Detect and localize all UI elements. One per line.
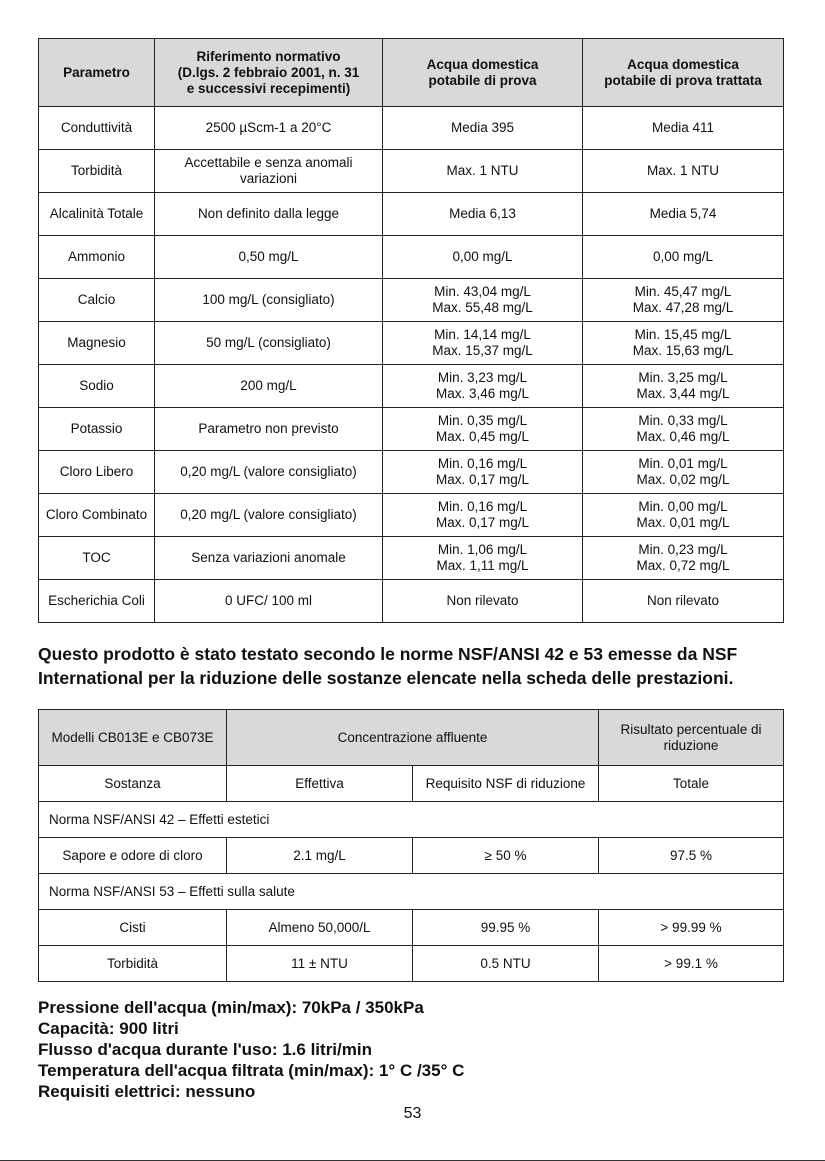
models-header: Modelli CB013E e CB073E: [39, 710, 227, 766]
cell-line: Min. 14,14 mg/L: [434, 327, 531, 342]
section-title: Norma NSF/ANSI 42 – Effetti estetici: [39, 802, 784, 838]
test-cell: [383, 193, 583, 236]
spec-line: Temperatura dell'acqua filtrata (min/max): 1° C /35° C: [38, 1061, 465, 1080]
cell-line: Max. 0,72 mg/L: [636, 558, 730, 573]
requirement-cell: 99.95 %: [413, 910, 599, 946]
cell-line: Non rilevato: [646, 593, 720, 608]
treated-cell: [583, 150, 784, 193]
parameter-cell: Magnesio: [39, 322, 155, 365]
test-cell: [383, 322, 583, 365]
table-header-row: [39, 39, 784, 107]
cell-line: Acqua domestica: [627, 56, 739, 72]
substance-cell: Cisti: [39, 910, 227, 946]
treated-cell: [583, 322, 784, 365]
table-row: [39, 279, 784, 322]
cell-line: Max. 1,11 mg/L: [436, 558, 529, 573]
cell-line: Max. 55,48 mg/L: [432, 300, 533, 315]
ref-cell: [155, 365, 383, 408]
test-cell: [383, 236, 583, 279]
cell-line: Max. 3,46 mg/L: [435, 386, 530, 401]
treated-cell: [583, 451, 784, 494]
parameter-cell: Sodio: [39, 365, 155, 408]
column-header: [155, 39, 383, 107]
cell-line: Media 411: [651, 120, 715, 135]
cell-line: Riferimento normativo: [196, 48, 341, 64]
actual-cell: 11 ± NTU: [227, 946, 413, 982]
test-cell: [383, 408, 583, 451]
cell-line: 0,20 mg/L (valore consigliato): [180, 464, 357, 479]
cell-line: Max. 15,37 mg/L: [432, 343, 533, 358]
substance-cell: Sapore e odore di cloro: [39, 838, 227, 874]
test-cell: [383, 365, 583, 408]
nsf-reduction-table: [38, 709, 784, 982]
parameter-cell: Ammonio: [39, 236, 155, 279]
cell-line: 50 mg/L (consigliato): [206, 335, 331, 350]
cell-line: Min. 0,00 mg/L: [638, 499, 728, 514]
requirement-cell: 0.5 NTU: [413, 946, 599, 982]
cell-line: potabile di prova: [428, 72, 537, 88]
cell-line: Max. 0,46 mg/L: [636, 429, 730, 444]
parameter-cell: TOC: [39, 537, 155, 580]
water-parameters-table: [38, 38, 784, 623]
cell-line: 2500 µScm-1 a 20°C: [205, 120, 332, 135]
specifications-list: [38, 997, 464, 1102]
requirement-subheader: Requisito NSF di riduzione: [413, 766, 599, 802]
cell-line: Parametro non previsto: [198, 421, 339, 436]
cell-line: Media 395: [450, 120, 515, 135]
cell-line: Max. 0,45 mg/L: [435, 429, 530, 444]
ref-cell: [155, 193, 383, 236]
section-row: [39, 874, 784, 910]
ref-cell: [155, 322, 383, 365]
total-cell: 97.5 %: [599, 838, 784, 874]
cell-line: potabile di prova trattata: [604, 72, 762, 88]
column-header: [383, 39, 583, 107]
concentration-header: Concentrazione affluente: [227, 710, 599, 766]
cell-line: Min. 0,16 mg/L: [437, 499, 528, 514]
actual-cell: 2.1 mg/L: [227, 838, 413, 874]
cell-line: Min. 15,45 mg/L: [634, 327, 732, 342]
parameter-cell: Escherichia Coli: [39, 580, 155, 623]
section-row: [39, 802, 784, 838]
table-row: [39, 451, 784, 494]
table-row: [39, 580, 784, 623]
test-cell: [383, 494, 583, 537]
cell-line: Non rilevato: [446, 593, 519, 608]
ref-cell: [155, 537, 383, 580]
total-cell: > 99.1 %: [599, 946, 784, 982]
certification-note: Questo prodotto è stato testato secondo le norme NSF/ANSI 42 e 53 emesse da NSF International per la riduzione delle sostanze elencate nella scheda delle prestazioni.: [38, 644, 738, 688]
total-subheader: Totale: [599, 766, 784, 802]
cell-line: 0,00 mg/L: [652, 249, 714, 264]
cell-line: 0,50 mg/L: [238, 249, 299, 264]
column-header: [583, 39, 784, 107]
column-header: Parametro: [39, 39, 155, 107]
test-cell: [383, 580, 583, 623]
cell-line: 0,00 mg/L: [452, 249, 513, 264]
table-row: [39, 193, 784, 236]
treated-cell: [583, 236, 784, 279]
cell-line: Max. 0,17 mg/L: [435, 515, 530, 530]
table-row: [39, 946, 784, 982]
treated-cell: [583, 494, 784, 537]
cell-line: Non definito dalla legge: [197, 206, 340, 221]
ref-cell: [155, 494, 383, 537]
cell-line: Senza variazioni anomale: [191, 550, 346, 565]
cell-line: Min. 0,33 mg/L: [638, 413, 728, 428]
table-row: [39, 322, 784, 365]
treated-cell: [583, 537, 784, 580]
result-header: Risultato percentuale di riduzione: [599, 710, 784, 766]
requirement-cell: ≥ 50 %: [413, 838, 599, 874]
parameter-cell: Cloro Combinato: [39, 494, 155, 537]
cell-line: Max. 1 NTU: [646, 163, 719, 178]
test-cell: [383, 107, 583, 150]
test-cell: [383, 279, 583, 322]
actual-subheader: Effettiva: [227, 766, 413, 802]
parameter-cell: Torbidità: [39, 150, 155, 193]
treated-cell: [583, 193, 784, 236]
cell-line: Min. 3,23 mg/L: [437, 370, 528, 385]
cell-line: 0,20 mg/L (valore consigliato): [180, 507, 357, 522]
table-row: [39, 107, 784, 150]
treated-cell: [583, 279, 784, 322]
treated-cell: [583, 408, 784, 451]
cell-line: Max. 0,02 mg/L: [636, 472, 730, 487]
cell-line: Media 6,13: [449, 206, 516, 221]
spec-line: Requisiti elettrici: nessuno: [38, 1082, 256, 1101]
actual-cell: Almeno 50,000/L: [227, 910, 413, 946]
parameter-cell: Cloro Libero: [39, 451, 155, 494]
parameter-cell: Alcalinità Totale: [39, 193, 155, 236]
table-row: [39, 236, 784, 279]
ref-cell: [155, 408, 383, 451]
cell-line: variazioni: [239, 171, 298, 186]
test-cell: [383, 150, 583, 193]
cell-line: Min. 0,16 mg/L: [437, 456, 528, 471]
cell-line: Min. 43,04 mg/L: [434, 284, 531, 299]
treated-cell: [583, 580, 784, 623]
table-header-row: [39, 710, 784, 766]
treated-cell: [583, 107, 784, 150]
parameter-cell: Conduttività: [39, 107, 155, 150]
ref-cell: [155, 451, 383, 494]
table-row: [39, 150, 784, 193]
cell-line: 100 mg/L (consigliato): [202, 292, 335, 307]
spec-line: Pressione dell'acqua (min/max): 70kPa / 350kPa: [38, 998, 424, 1017]
table-row: [39, 408, 784, 451]
ref-cell: [155, 107, 383, 150]
ref-cell: [155, 236, 383, 279]
table-row: [39, 365, 784, 408]
substance-subheader: Sostanza: [39, 766, 227, 802]
cell-line: Media 5,74: [649, 206, 717, 221]
ref-cell: [155, 150, 383, 193]
cell-line: (D.lgs. 2 febbraio 2001, n. 31: [177, 64, 360, 80]
cell-line: Max. 0,17 mg/L: [435, 472, 530, 487]
cell-line: Max. 0,01 mg/L: [636, 515, 730, 530]
cell-line: 200 mg/L: [240, 378, 297, 393]
cell-line: Min. 0,01 mg/L: [638, 456, 728, 471]
cell-line: Acqua domestica: [426, 56, 539, 72]
ref-cell: [155, 580, 383, 623]
section-title: Norma NSF/ANSI 53 – Effetti sulla salute: [39, 874, 784, 910]
total-cell: > 99.99 %: [599, 910, 784, 946]
cell-line: Min. 45,47 mg/L: [634, 284, 732, 299]
table-row: [39, 838, 784, 874]
spec-line: Capacità: 900 litri: [38, 1019, 179, 1038]
cell-line: Min. 0,23 mg/L: [638, 542, 728, 557]
table-row: [39, 494, 784, 537]
parameter-cell: Calcio: [39, 279, 155, 322]
test-cell: [383, 451, 583, 494]
cell-line: Min. 0,35 mg/L: [437, 413, 528, 428]
table-row: [39, 537, 784, 580]
cell-line: Max. 3,44 mg/L: [636, 386, 730, 401]
cell-line: Max. 15,63 mg/L: [632, 343, 734, 358]
table-row: [39, 910, 784, 946]
cell-line: Max. 1 NTU: [446, 163, 519, 178]
substance-cell: Torbidità: [39, 946, 227, 982]
page-number: 53: [403, 1105, 422, 1122]
spec-line: Flusso d'acqua durante l'uso: 1.6 litri/min: [38, 1040, 372, 1059]
cell-line: 0 UFC/ 100 ml: [224, 593, 313, 608]
cell-line: Max. 47,28 mg/L: [632, 300, 734, 315]
ref-cell: [155, 279, 383, 322]
cell-line: Min. 3,25 mg/L: [638, 370, 728, 385]
cell-line: Accettabile e senza anomali: [184, 155, 353, 170]
test-cell: [383, 537, 583, 580]
parameter-cell: Potassio: [39, 408, 155, 451]
treated-cell: [583, 365, 784, 408]
table-subheader-row: [39, 766, 784, 802]
cell-line: e successivi recepimenti): [186, 80, 351, 96]
cell-line: Min. 1,06 mg/L: [437, 542, 528, 557]
